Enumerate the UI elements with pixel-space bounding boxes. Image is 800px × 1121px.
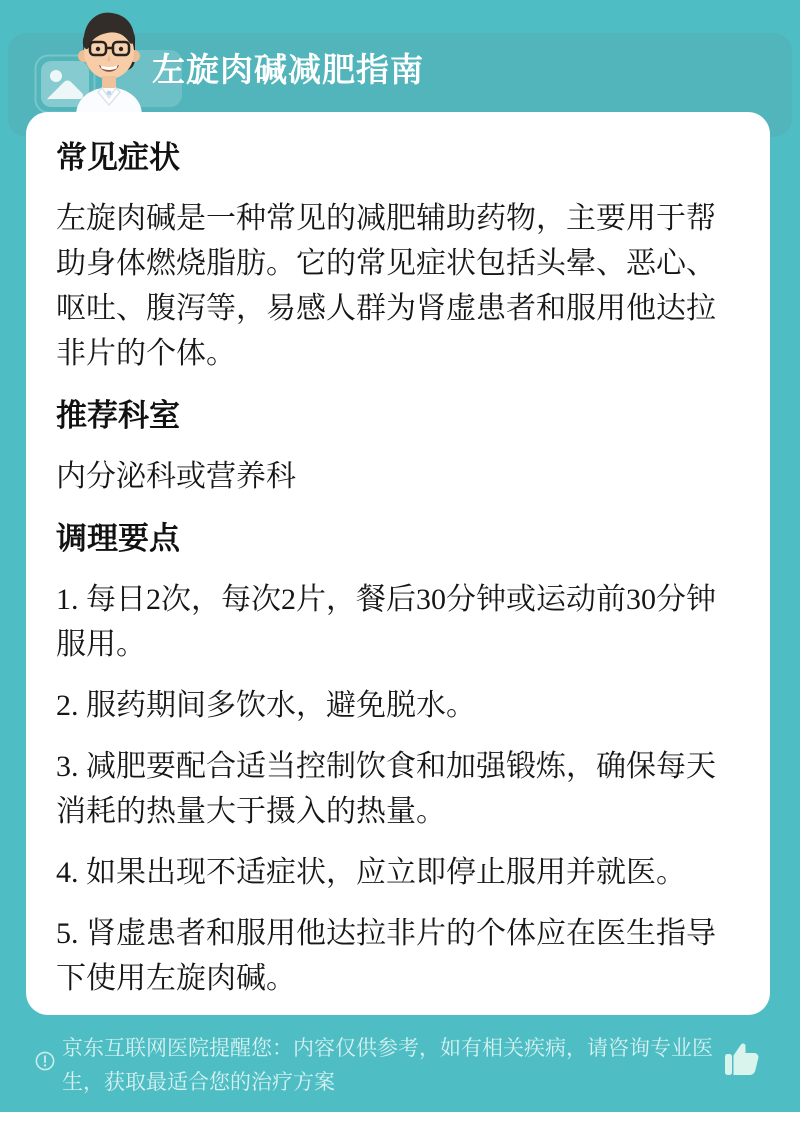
list-item-3: 3. 减肥要配合适当控制饮食和加强锻炼，确保每天消耗的热量大于摄入的热量。 [56, 750, 716, 828]
thumbs-up-icon[interactable] [720, 1040, 760, 1083]
content-card [26, 112, 770, 1015]
section-heading-common-symptoms: 常见症状 [56, 140, 180, 175]
page-title: 左旋肉碱减肥指南 [152, 53, 424, 89]
section-heading-recommended-department: 推荐科室 [56, 398, 180, 433]
doctor-avatar [62, 6, 156, 121]
list-item-4: 4. 如果出现不适症状，应立即停止服用并就医。 [56, 856, 686, 889]
list-item-1: 1. 每日2次，每次2片，餐后30分钟或运动前30分钟服用。 [56, 583, 716, 661]
footer-disclaimer: 京东互联网医院提醒您：内容仅供参考，如有相关疾病，请咨询专业医生，获取最适合您的治疗方案 [62, 1036, 713, 1094]
bottom-strip [0, 1112, 800, 1121]
info-icon [35, 1051, 55, 1076]
list-item-2: 2. 服药期间多饮水，避免脱水。 [56, 689, 476, 722]
paragraph-common-symptoms: 左旋肉碱是一种常见的减肥辅助药物，主要用于帮助身体燃烧脂肪。它的常见症状包括头晕、恶心、呕吐、腹泻等，易感人群为肾虚患者和服用他达拉非片的个体。 [56, 202, 716, 370]
paragraph-recommended-department: 内分泌科或营养科 [56, 460, 296, 493]
list-item-5: 5. 肾虚患者和服用他达拉非片的个体应在医生指导下使用左旋肉碱。 [56, 917, 716, 995]
section-heading-care-points: 调理要点 [56, 521, 180, 556]
